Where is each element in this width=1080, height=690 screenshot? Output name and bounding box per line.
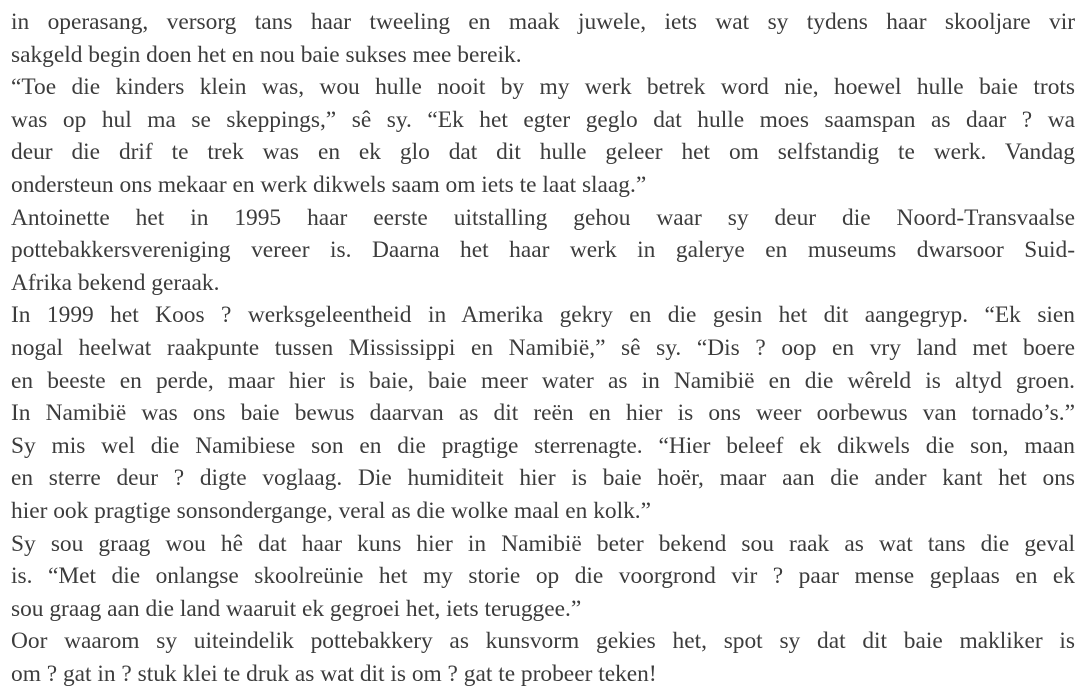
text-line: In 1999 het Koos ? werksgeleentheid in Amerika gekry en die gesin het dit aangegryp. “Ek sien <box>11 302 1075 329</box>
text-line: in operasang, versorg tans haar tweeling en maak juwele, iets wat sy tydens haar skooljare vir <box>11 9 1075 35</box>
text-line: was op hul ma se skeppings,” sê sy. “Ek het egter geglo dat hulle moes saamspan as daar ? wa <box>11 106 1075 133</box>
text-line: sakgeld begin doen het en nou baie sukses mee bereik. <box>11 41 522 68</box>
text-line: ondersteun ons mekaar en werk dikwels saam om iets te laat slaag.” <box>11 171 647 198</box>
text-line: en sterre deur ? digte voglaag. Die humiditeit hier is baie hoër, maar aan die ander kant het ons <box>11 465 1075 492</box>
text-line: Oor waarom sy uiteindelik pottebakkery as kunsvorm gekies het, spot sy dat dit baie makliker is <box>11 628 1075 655</box>
text-line: sou graag aan die land waaruit ek gegroei het, iets teruggee.” <box>11 595 582 622</box>
text-line: is. “Met die onlangse skoolreünie het my storie op die voorgrond vir ? paar mense geplaas en ek <box>11 563 1075 590</box>
text-line: nogal heelwat raakpunte tussen Mississippi en Namibië,” sê sy. “Dis ? oop en vry land met boere <box>11 334 1075 361</box>
text-line: en beeste en perde, maar hier is baie, baie meer water as in Namibië en die wêreld is altyd groen. <box>11 367 1075 394</box>
text-line: om ? gat in ? stuk klei te druk as wat dit is om ? gat te probeer teken! <box>11 660 657 687</box>
text-line: Afrika bekend geraak. <box>11 269 220 296</box>
text-line: Antoinette het in 1995 haar eerste uitstalling gehou waar sy deur die Noord-Transvaalse <box>11 204 1075 231</box>
text-line: Sy sou graag wou hê dat haar kuns hier in Namibië beter bekend sou raak as wat tans die geval <box>11 530 1075 557</box>
article-body <box>11 6 1075 690</box>
text-line: hier ook pragtige sonsondergange, veral as die wolke maal en kolk.” <box>11 497 652 524</box>
text-line: In Namibië was ons baie bewus daarvan as dit reën en hier is ons weer oorbewus van tornado’s.” <box>11 400 1075 427</box>
text-line: pottebakkersvereniging vereer is. Daarna het haar werk in galerye en museums dwarsoor Suid- <box>11 237 1075 264</box>
text-line: deur die drif te trek was en ek glo dat dit hulle geleer het om selfstandig te werk. Vandag <box>11 139 1075 166</box>
text-line: Sy mis wel die Namibiese son en die pragtige sterrenagte. “Hier beleef ek dikwels die son, maan <box>11 432 1075 459</box>
text-line: “Toe die kinders klein was, wou hulle nooit by my werk betrek word nie, hoewel hulle baie trots <box>11 74 1075 101</box>
